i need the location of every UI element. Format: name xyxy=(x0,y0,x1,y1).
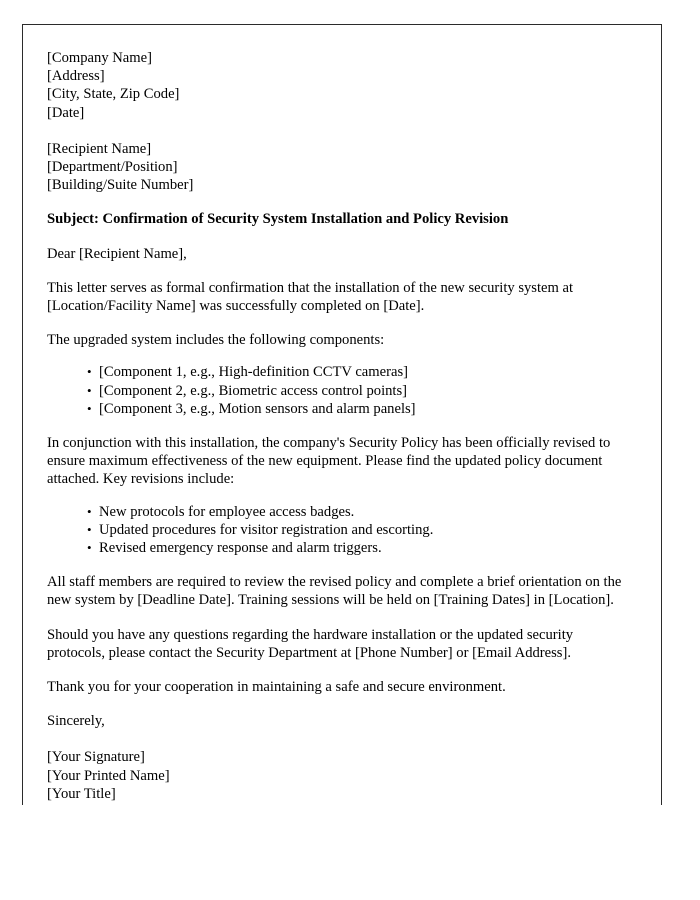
recipient-building-suite: [Building/Suite Number] xyxy=(47,177,194,194)
signature-placeholder: [Your Signature] xyxy=(47,749,145,766)
sender-company-name: [Company Name] xyxy=(47,50,152,66)
paragraph-contact-info: Should you have any questions regarding the hardware installation or the updated security protocols, please contact the Security Department at [Phone Number] or [Email Address]. xyxy=(47,626,574,661)
subject-line: Subject: Confirmation of Security System Installation and Policy Revision xyxy=(47,211,509,228)
printed-name-placeholder: [Your Printed Name] xyxy=(47,767,170,784)
list-item: • [Component 2, e.g., Biometric access control points] xyxy=(87,382,627,400)
salutation: Dear [Recipient Name], xyxy=(47,245,187,262)
sender-city-state-zip: [City, State, Zip Code] xyxy=(47,86,180,103)
paragraph-thank-you: Thank you for your cooperation in maintaining a safe and secure environment. xyxy=(47,679,506,696)
title-placeholder: [Your Title] xyxy=(47,785,116,802)
sender-address-block xyxy=(47,49,627,122)
list-item: • Updated procedures for visitor registration and escorting. xyxy=(87,521,627,539)
sender-date: [Date] xyxy=(47,104,85,121)
sender-address: [Address] xyxy=(47,68,105,85)
letter-body xyxy=(23,25,661,803)
recipient-address-block xyxy=(47,140,627,195)
closing-salutation: Sincerely, xyxy=(47,713,105,730)
paragraph-installation-confirmation: This letter serves as formal confirmation that the installation of the new security system at [Location/Facility Name] was successfully completed on [Date]. xyxy=(47,279,574,315)
paragraph-policy-revision: In conjunction with this installation, the company's Security Policy has been officially revised to ensure maximum effectiveness of the new equipment. Please find the updated policy document attached. Key revisions include: xyxy=(47,435,611,488)
address-spacer xyxy=(47,122,627,140)
recipient-name: [Recipient Name] xyxy=(47,140,152,157)
paragraph-staff-training: All staff members are required to review the revised policy and complete a brief orientation on the new system by [Deadline Date]. Training sessions will be held on [Training Dates] in [Location]. xyxy=(47,574,622,609)
letter-page xyxy=(22,24,662,805)
list-item: • Revised emergency response and alarm triggers. xyxy=(87,539,627,557)
list-item: • [Component 1, e.g., High-definition CCTV cameras] xyxy=(87,363,627,381)
list-item: • New protocols for employee access badges. xyxy=(87,503,627,521)
signature-block xyxy=(47,748,627,803)
components-list xyxy=(47,363,627,418)
recipient-department-position: [Department/Position] xyxy=(47,159,178,176)
list-item: • [Component 3, e.g., Motion sensors and alarm panels] xyxy=(87,400,627,418)
revisions-list xyxy=(47,503,627,558)
paragraph-components-intro: The upgraded system includes the following components: xyxy=(47,332,385,349)
